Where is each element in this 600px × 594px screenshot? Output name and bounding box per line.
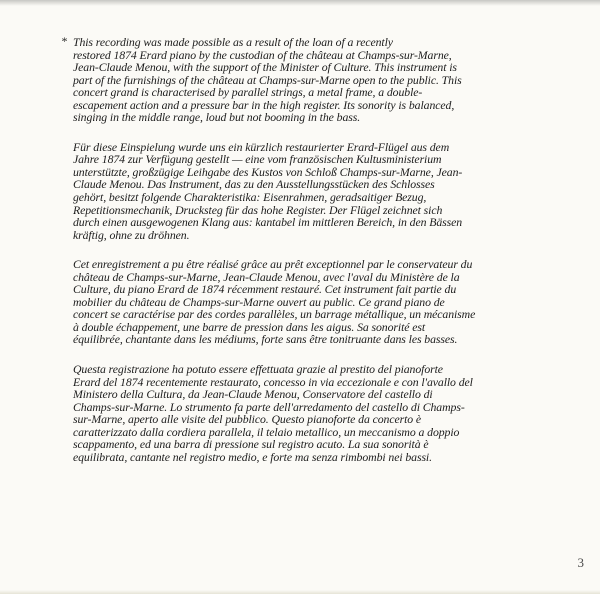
text-line: Ministero della Cultura, da Jean-Claude Menou, Conservatore del castello di	[73, 387, 433, 402]
text-line: scappamento, ed una barra di pressione sul registro acuto. La sua sonorità è	[73, 437, 429, 452]
text-line: Für diese Einspielung wurde uns ein kürzlich restaurierter Erard-Flügel aus dem	[73, 139, 450, 154]
text-line: Erard del 1874 recentemente restaurato, concesso in via eccezionale e con l'avallo del	[73, 374, 473, 389]
text-line: Repetitionsmechanik, Drucksteg für das hohe Register. Der Flügel zeichnet sich	[73, 202, 443, 217]
text-line: concert grand is characterised by parallel strings, a metal frame, a double-	[73, 85, 423, 100]
text-line: Questa registrazione ha potuto essere effettuata grazie al prestito del pianoforte	[73, 362, 443, 377]
text-line-content: This recording was made possible as a result of the loan of a recently	[73, 35, 393, 49]
text-line: Claude Menou. Das Instrument, das zu den Ausstellungsstücken des Schlosses	[73, 177, 435, 192]
paragraph-english	[61, 34, 553, 125]
liner-notes-text	[61, 34, 553, 480]
text-line: singing in the middle range, loud but not booming in the bass.	[73, 110, 361, 125]
text-line: Champs-sur-Marne. Lo strumento fa parte dell'arredamento del castello di Champs-	[73, 399, 465, 414]
text-line: mobilier du château de Champs-sur-Marne ouvert au public. Ce grand piano de	[73, 294, 445, 309]
scan-edge-bottom	[0, 590, 600, 594]
text-line: Jean-Claude Menou, with the support of the Minister of Culture. This instrument is	[73, 60, 457, 75]
text-line: equilibrata, cantante nel registro medio, e forte ma senza rimbombi nei bassi.	[73, 449, 432, 464]
paragraph-italian	[73, 363, 553, 463]
text-line: à double échappement, une barre de pression dans les aigus. Sa sonorité est	[73, 319, 426, 334]
text-line: unterstützte, großzügige Leihgabe des Kustos von Schloß Champs-sur-Marne, Jean-	[73, 164, 463, 179]
paragraph-german	[73, 141, 553, 241]
text-line	[61, 34, 553, 49]
text-line: part of the furnishings of the château at Champs-sur-Marne open to the public. This	[73, 72, 462, 87]
text-line: concert se caractérise par des cordes parallèles, un barrage métallique, un mécanisme	[73, 307, 476, 322]
text-line: Culture, du piano Erard de 1874 récemment restauré. Cet instrument fait partie du	[73, 282, 457, 297]
text-line: équilibrée, chantante dans les médiums, forte sans être tonitruante dans les basses.	[73, 332, 458, 347]
text-line: restored 1874 Erard piano by the custodian of the château at Champs-sur-Marne,	[73, 47, 452, 62]
text-line: Jahre 1874 zur Verfügung gestellt — eine vom französischen Kultusministerium	[73, 152, 442, 167]
text-line: château de Champs-sur-Marne, Jean-Claude Menou, avec l'aval du Ministère de la	[73, 269, 460, 284]
footnote-marker: *	[61, 34, 67, 48]
text-line: durch einen ausgewogenen Klang aus: kantabel im mittleren Bereich, in den Bässen	[73, 215, 463, 230]
paragraph-french	[73, 258, 553, 346]
text-line: gehört, besitzt folgende Charakteristika: Eisenrahmen, geradsaitiger Bezug,	[73, 190, 427, 205]
scan-edge-top	[0, 0, 600, 6]
text-line: kräftig, ohne zu dröhnen.	[73, 227, 190, 242]
text-line: caratterizzato dalla cordiera parallela, il telaio metallico, un meccanismo a doppio	[73, 424, 460, 439]
page-number: 3	[577, 555, 584, 570]
text-line: Cet enregistrement a pu être réalisé grâce au prêt exceptionnel par le conservateur du	[73, 257, 473, 272]
text-line: sur-Marne, aperto alle visite del pubblico. Questo pianoforte da concerto è	[73, 412, 422, 427]
text-line: escapement action and a pressure bar in the high register. Its sonority is balanced,	[73, 97, 455, 112]
